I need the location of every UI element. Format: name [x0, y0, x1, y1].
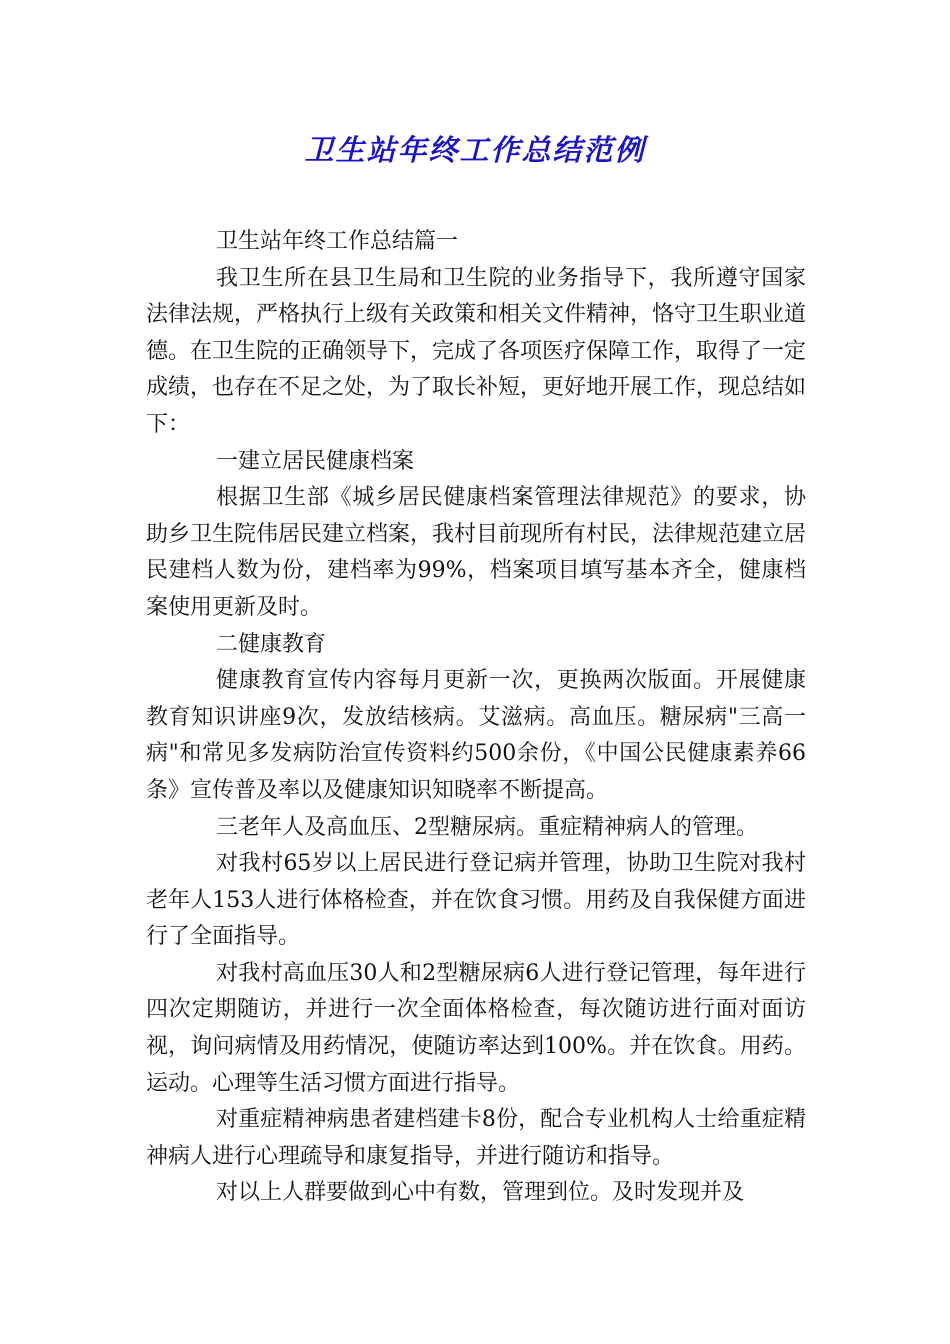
section-heading-patient-management: 三老年人及高血压、2型糖尿病。重症精神病人的管理。 [216, 814, 758, 840]
paragraph-chronic-disease-management: 对我村高血压30人和2型糖尿病6人进行登记管理，每年进行四次定期随访，并进行一次全面体格检查，每次随访进行面对面访视，询问病情及用药情况，使随访率达到100%。并在饮食。用药。运动。心理等生活习惯方面进行指导。 [146, 960, 806, 1096]
paragraph-elderly-management: 对我村65岁以上居民进行登记病并管理，协助卫生院对我村老年人153人进行体格检查，并在饮食习惯。用药及自我保健方面进行了全面指导。 [146, 851, 806, 950]
paragraph-health-education: 健康教育宣传内容每月更新一次，更换两次版面。开展健康教育知识讲座9次，发放结核病。艾滋病。高血压。糖尿病"三高一病"和常见多发病防治宣传资料约500余份，《中国公民健康素养66条》宣传普及率以及健康知识知晓率不断提高。 [146, 668, 806, 803]
section-heading-health-records: 一建立居民健康档案 [216, 448, 415, 474]
section-heading-health-education: 二健康教育 [216, 631, 327, 657]
paragraph-mental-illness-management: 对重症精神病患者建档建卡8份，配合专业机构人士给重症精神病人进行心理疏导和康复指导，并进行随访和指导。 [146, 1107, 806, 1169]
paragraph-intro: 我卫生所在县卫生局和卫生院的业务指导下，我所遵守国家法律法规，严格执行上级有关政策和相关文件精神，恪守卫生职业道德。在卫生院的正确领导下，完成了各项医疗保障工作，取得了一定成绩，也存在不足之处，为了取长补短，更好地开展工作，现总结如下： [146, 265, 807, 437]
section-heading-intro: 卫生站年终工作总结篇一 [216, 229, 459, 254]
paragraph-summary-continued: 对以上人群要做到心中有数，管理到位。及时发现并及 [216, 1180, 745, 1206]
document-title: 卫生站年终工作总结范例 [304, 133, 646, 167]
document-body [146, 224, 806, 1212]
paragraph-health-records: 根据卫生部《城乡居民健康档案管理法律规范》的要求，协助乡卫生院伟居民建立档案，我村目前现所有村民，法律规范建立居民建档人数为份，建档率为99%，档案项目填写基本齐全，健康档案使用更新及时。 [146, 485, 807, 620]
